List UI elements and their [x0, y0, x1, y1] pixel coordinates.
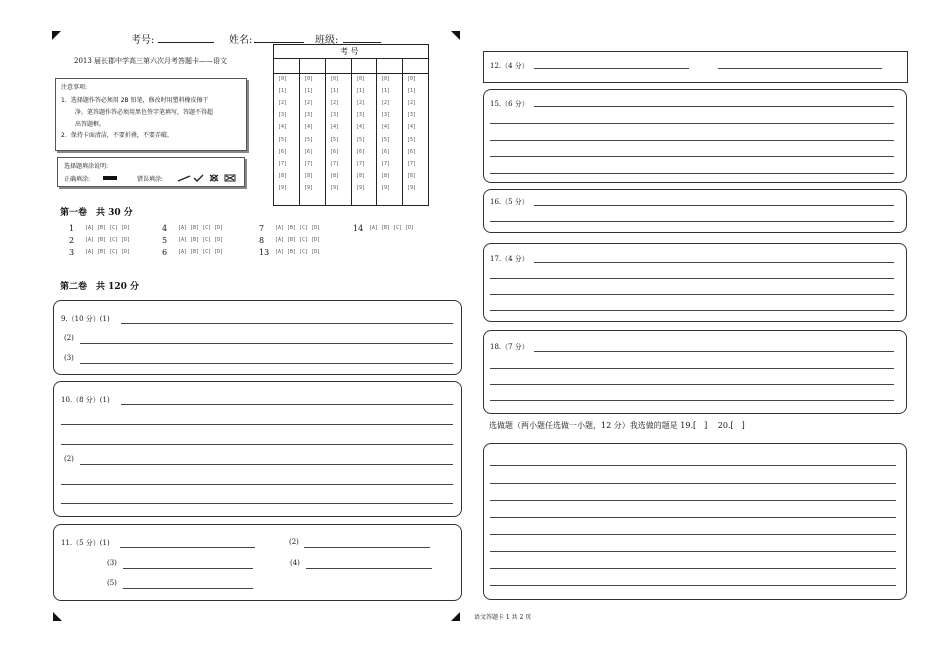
- corner-mark-bottom-mid: [451, 612, 460, 621]
- elective-line-5[interactable]: [490, 534, 896, 535]
- q12-line-2[interactable]: [718, 68, 882, 69]
- digit-bubble[interactable]: [2]: [304, 100, 314, 107]
- digit-bubble[interactable]: [7]: [304, 160, 314, 167]
- q12-line-1[interactable]: [534, 68, 689, 69]
- q15-label: 15.（6 分）: [490, 100, 529, 108]
- mc-num-14: 14: [353, 224, 364, 233]
- digit-bubble[interactable]: [2]: [330, 100, 340, 107]
- digit-bubble[interactable]: [9]: [356, 184, 366, 191]
- digit-bubble[interactable]: [5]: [304, 136, 314, 143]
- exam-number-grid: [273, 44, 429, 206]
- digit-bubble[interactable]: [9]: [278, 184, 288, 191]
- digit-bubble[interactable]: [4]: [356, 124, 366, 131]
- digit-bubble[interactable]: [0]: [330, 76, 340, 82]
- elective-answer-box: [483, 443, 907, 600]
- digit-bubble[interactable]: [8]: [330, 172, 340, 179]
- q11-2-label: (2): [289, 538, 299, 546]
- mc-num-8: 8: [259, 236, 265, 245]
- q11-5-label: (5): [107, 579, 117, 587]
- q17-line-1[interactable]: [534, 262, 894, 263]
- notes-item1-b: 净。笔答题作答必须用黑色签字笔填写，答题不得超: [75, 109, 214, 116]
- elective-line-6[interactable]: [490, 551, 896, 552]
- wrong-fill-slash: [178, 176, 190, 181]
- q15-line-3[interactable]: [490, 140, 894, 141]
- part1-title: 第一卷 共 30 分: [60, 208, 133, 218]
- mc-num-1: 1: [69, 224, 75, 233]
- q10-answer-box: [53, 381, 462, 517]
- mc-options-1[interactable]: [A] [B] [C] [D]: [85, 225, 131, 231]
- q9-line-1[interactable]: [121, 323, 453, 324]
- q16-line-2[interactable]: [490, 221, 894, 222]
- digit-bubble[interactable]: [0]: [407, 76, 417, 82]
- q11-3-label: (3): [107, 559, 117, 567]
- q9-label: 9.（10 分）(1): [61, 315, 110, 323]
- digit-bubble[interactable]: [8]: [356, 172, 366, 179]
- fill-guide-title: 选择题填涂说明:: [64, 163, 109, 170]
- digit-bubble[interactable]: [3]: [407, 112, 417, 119]
- digit-bubble[interactable]: [9]: [381, 184, 391, 191]
- q17-line-2[interactable]: [490, 278, 894, 279]
- mc-options-13[interactable]: [A] [B] [C] [D]: [275, 249, 321, 255]
- q10-label: 10.（8 分）(1): [61, 396, 110, 404]
- mc-num-5: 5: [162, 236, 168, 245]
- q12-label: 12.（4 分）: [490, 62, 529, 70]
- q18-line-3[interactable]: [490, 384, 894, 385]
- correct-fill-label: 正确填涂:: [64, 176, 91, 183]
- q16-line-1[interactable]: [534, 205, 894, 206]
- class-field[interactable]: [343, 42, 381, 43]
- mc-options-2[interactable]: [A] [B] [C] [D]: [85, 237, 131, 243]
- q17-line-4[interactable]: [490, 310, 894, 311]
- notes-title: 注意事项:: [61, 84, 88, 91]
- q10-line-1[interactable]: [121, 404, 453, 405]
- digit-bubble[interactable]: [7]: [381, 160, 391, 167]
- q10-line-3[interactable]: [61, 444, 453, 445]
- q11-4-label: (4): [290, 559, 300, 567]
- digit-bubble[interactable]: [5]: [330, 136, 340, 143]
- digit-bubble[interactable]: [7]: [407, 160, 417, 167]
- q15-answer-box: [483, 89, 907, 183]
- mc-options-3[interactable]: [A] [B] [C] [D]: [85, 249, 131, 255]
- name-label: 姓名:: [229, 35, 253, 46]
- q11-line-1[interactable]: [120, 547, 255, 548]
- mc-num-6: 6: [162, 248, 168, 257]
- digit-bubble[interactable]: [0]: [304, 76, 314, 82]
- exam-no-field[interactable]: [158, 42, 214, 43]
- q9-line-2[interactable]: [80, 343, 453, 344]
- digit-bubble[interactable]: [3]: [330, 112, 340, 119]
- q15-line-5[interactable]: [490, 173, 894, 174]
- digit-bubble[interactable]: [7]: [278, 160, 288, 167]
- digit-bubble[interactable]: [5]: [356, 136, 366, 143]
- elective-line-1[interactable]: [490, 465, 896, 466]
- q15-line-4[interactable]: [490, 156, 894, 157]
- part2-title: 第二卷 共 120 分: [60, 282, 140, 292]
- elective-line-8[interactable]: [490, 585, 896, 586]
- q9-3-label: (3): [64, 354, 74, 362]
- wrong-fill-check: [194, 175, 203, 181]
- name-field[interactable]: [254, 42, 304, 43]
- q12-answer-box: [483, 51, 908, 83]
- digit-bubble[interactable]: [6]: [304, 148, 314, 155]
- mc-options-14[interactable]: [A] [B] [C] [D]: [369, 225, 415, 231]
- digit-bubble[interactable]: [6]: [330, 148, 340, 155]
- mc-num-4: 4: [162, 224, 168, 233]
- digit-bubble[interactable]: [8]: [407, 172, 417, 179]
- digit-bubble[interactable]: [6]: [381, 148, 391, 155]
- q11-line-3[interactable]: [123, 568, 253, 569]
- q17-label: 17.（4 分）: [490, 255, 529, 263]
- q10-line-6[interactable]: [61, 503, 453, 504]
- q18-label: 18.（7 分）: [490, 343, 529, 351]
- q11-line-2[interactable]: [304, 547, 430, 548]
- digit-bubble[interactable]: [4]: [278, 124, 288, 131]
- mc-options-4[interactable]: [A] [B] [C] [D]: [178, 225, 224, 231]
- wrong-fill-label: 错误填涂:: [137, 176, 164, 183]
- mc-options-5[interactable]: [A] [B] [C] [D]: [178, 237, 224, 243]
- exam-grid-title: 考 号: [340, 47, 359, 56]
- q18-line-4[interactable]: [490, 400, 894, 401]
- digit-bubble[interactable]: [4]: [407, 124, 417, 131]
- wrong-fill-samples: [177, 173, 239, 183]
- exam-no-label: 考号:: [131, 35, 155, 46]
- q10-line-4[interactable]: [80, 464, 453, 465]
- digit-bubble[interactable]: [8]: [304, 172, 314, 179]
- q10-line-2[interactable]: [61, 424, 453, 425]
- mc-options-8[interactable]: [A] [B] [C] [D]: [275, 237, 321, 243]
- notes-item2: 2．保持卡面清洁，不要折叠，不要弄破。: [61, 132, 173, 139]
- mc-num-2: 2: [69, 236, 75, 245]
- elective-line-4[interactable]: [490, 517, 896, 518]
- digit-bubble[interactable]: [9]: [407, 184, 417, 191]
- digit-bubble[interactable]: [1]: [304, 88, 314, 95]
- digit-bubble[interactable]: [5]: [381, 136, 391, 143]
- digit-bubble[interactable]: [2]: [278, 100, 288, 107]
- digit-bubble[interactable]: [1]: [356, 88, 366, 95]
- mc-num-3: 3: [69, 248, 75, 257]
- digit-bubble[interactable]: [2]: [356, 100, 366, 107]
- q11-label: 11.（5 分）(1): [61, 539, 110, 547]
- elective-prompt: 选做题（两小题任选做一小题，12 分）我选做的题是 19.[ ] 20.[ ]: [489, 421, 745, 430]
- digit-bubble[interactable]: [4]: [330, 124, 340, 131]
- digit-bubble[interactable]: [0]: [381, 76, 391, 82]
- q11-line-4[interactable]: [306, 568, 432, 569]
- mc-options-7[interactable]: [A] [B] [C] [D]: [275, 225, 321, 231]
- digit-bubble[interactable]: [3]: [304, 112, 314, 119]
- q9-line-3[interactable]: [80, 363, 453, 364]
- digit-bubble[interactable]: [1]: [381, 88, 391, 95]
- q9-2-label: (2): [64, 334, 74, 342]
- q10-line-5[interactable]: [61, 484, 453, 485]
- correct-fill-sample: [103, 176, 117, 180]
- digit-bubble[interactable]: [2]: [381, 100, 391, 107]
- page-footer: 语文答题卡 1 共 2 页: [474, 614, 532, 621]
- digit-bubble[interactable]: [7]: [330, 160, 340, 167]
- corner-mark-top-right: [451, 31, 460, 40]
- digit-bubble[interactable]: [3]: [278, 112, 288, 119]
- q15-line-2[interactable]: [490, 123, 894, 124]
- digit-bubble[interactable]: [3]: [381, 112, 391, 119]
- q10-2-label: (2): [64, 455, 74, 463]
- q18-line-1[interactable]: [534, 351, 894, 352]
- elective-line-2[interactable]: [490, 483, 896, 484]
- notes-item1-c: 出答题框。: [75, 121, 106, 128]
- digit-bubble[interactable]: [6]: [356, 148, 366, 155]
- digit-bubble[interactable]: [5]: [407, 136, 417, 143]
- digit-bubble[interactable]: [1]: [330, 88, 340, 95]
- class-label: 班级:: [315, 35, 339, 46]
- digit-bubble[interactable]: [9]: [304, 184, 314, 191]
- page-title: 2013 届长郡中学高三第六次月考答题卡——语文: [74, 57, 228, 65]
- mc-num-13: 13: [259, 248, 270, 257]
- corner-mark-bottom-left: [53, 612, 62, 621]
- digit-bubble[interactable]: [9]: [330, 184, 340, 191]
- q16-answer-box: [483, 189, 907, 233]
- digit-bubble[interactable]: [1]: [278, 88, 288, 95]
- mc-num-7: 7: [259, 224, 265, 233]
- digit-bubble[interactable]: [8]: [278, 172, 288, 179]
- digit-bubble[interactable]: [0]: [356, 76, 366, 82]
- q17-line-3[interactable]: [490, 294, 894, 295]
- q15-line-1[interactable]: [534, 106, 894, 107]
- digit-bubble[interactable]: [4]: [304, 124, 314, 131]
- mc-options-6[interactable]: [A] [B] [C] [D]: [178, 249, 224, 255]
- q18-answer-box: [483, 330, 907, 414]
- elective-line-3[interactable]: [490, 500, 896, 501]
- corner-mark-top-left: [52, 31, 61, 40]
- elective-line-7[interactable]: [490, 568, 896, 569]
- digit-bubble[interactable]: [0]: [278, 76, 288, 82]
- digit-bubble[interactable]: [3]: [356, 112, 366, 119]
- digit-bubble[interactable]: [5]: [278, 136, 288, 143]
- digit-bubble[interactable]: [7]: [356, 160, 366, 167]
- notes-item1-a: 1．选择题作答必须用 2B 铅笔，修改时用塑料橡皮擦干: [61, 97, 209, 104]
- digit-bubble[interactable]: [1]: [407, 88, 417, 95]
- q11-line-5[interactable]: [123, 588, 253, 589]
- digit-bubble[interactable]: [6]: [407, 148, 417, 155]
- digit-bubble[interactable]: [8]: [381, 172, 391, 179]
- digit-bubble[interactable]: [4]: [381, 124, 391, 131]
- digit-bubble[interactable]: [6]: [278, 148, 288, 155]
- q18-line-2[interactable]: [490, 368, 894, 369]
- digit-bubble[interactable]: [2]: [407, 100, 417, 107]
- q16-label: 16.（5 分）: [490, 198, 529, 206]
